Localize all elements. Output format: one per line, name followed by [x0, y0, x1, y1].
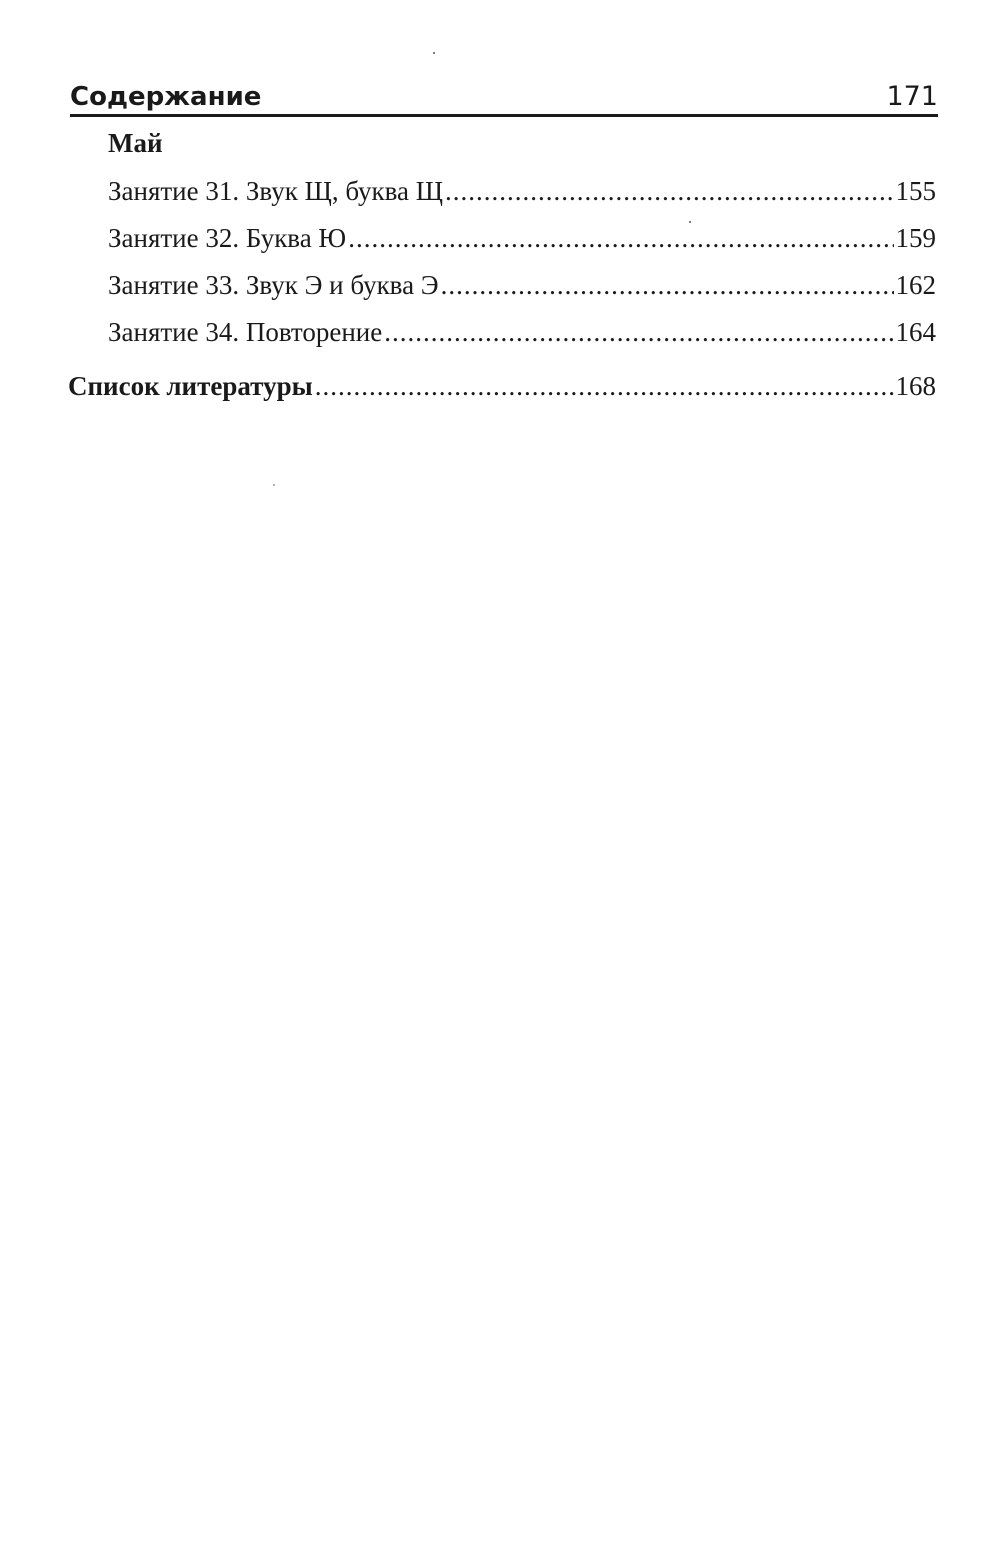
header-rule [70, 114, 938, 117]
toc-entry [108, 176, 936, 207]
toc-section-heading: Май [108, 128, 163, 158]
toc-entry-page: 155 [895, 176, 936, 206]
toc-entry-page: 159 [895, 223, 936, 253]
scan-speck [433, 52, 435, 54]
toc-entry [108, 223, 936, 254]
dot-leader [315, 371, 894, 402]
toc-entry-label: Занятие 34. Повторение [108, 317, 383, 347]
dot-leader [445, 176, 893, 207]
dot-leader [441, 270, 894, 301]
toc-bibliography-entry [68, 371, 936, 402]
toc-entry-label: Список литературы [68, 371, 313, 401]
toc-entry [108, 317, 936, 348]
toc-entry-page: 164 [895, 317, 936, 347]
running-header [70, 70, 938, 110]
dot-leader [348, 223, 893, 254]
header-title: Содержание [70, 82, 262, 112]
toc-entry-page: 168 [895, 371, 936, 401]
dot-leader [384, 317, 893, 348]
toc-entry-page: 162 [895, 270, 936, 300]
toc-entry-label: Занятие 31. Звук Щ, буква Щ [108, 176, 444, 206]
toc-entry-label: Занятие 32. Буква Ю [108, 223, 347, 253]
scan-speck [273, 484, 275, 486]
scan-speck [689, 221, 691, 223]
toc-entry-label: Занятие 33. Звук Э и буква Э [108, 270, 439, 300]
toc-entry [108, 270, 936, 301]
page-number: 171 [886, 81, 938, 112]
